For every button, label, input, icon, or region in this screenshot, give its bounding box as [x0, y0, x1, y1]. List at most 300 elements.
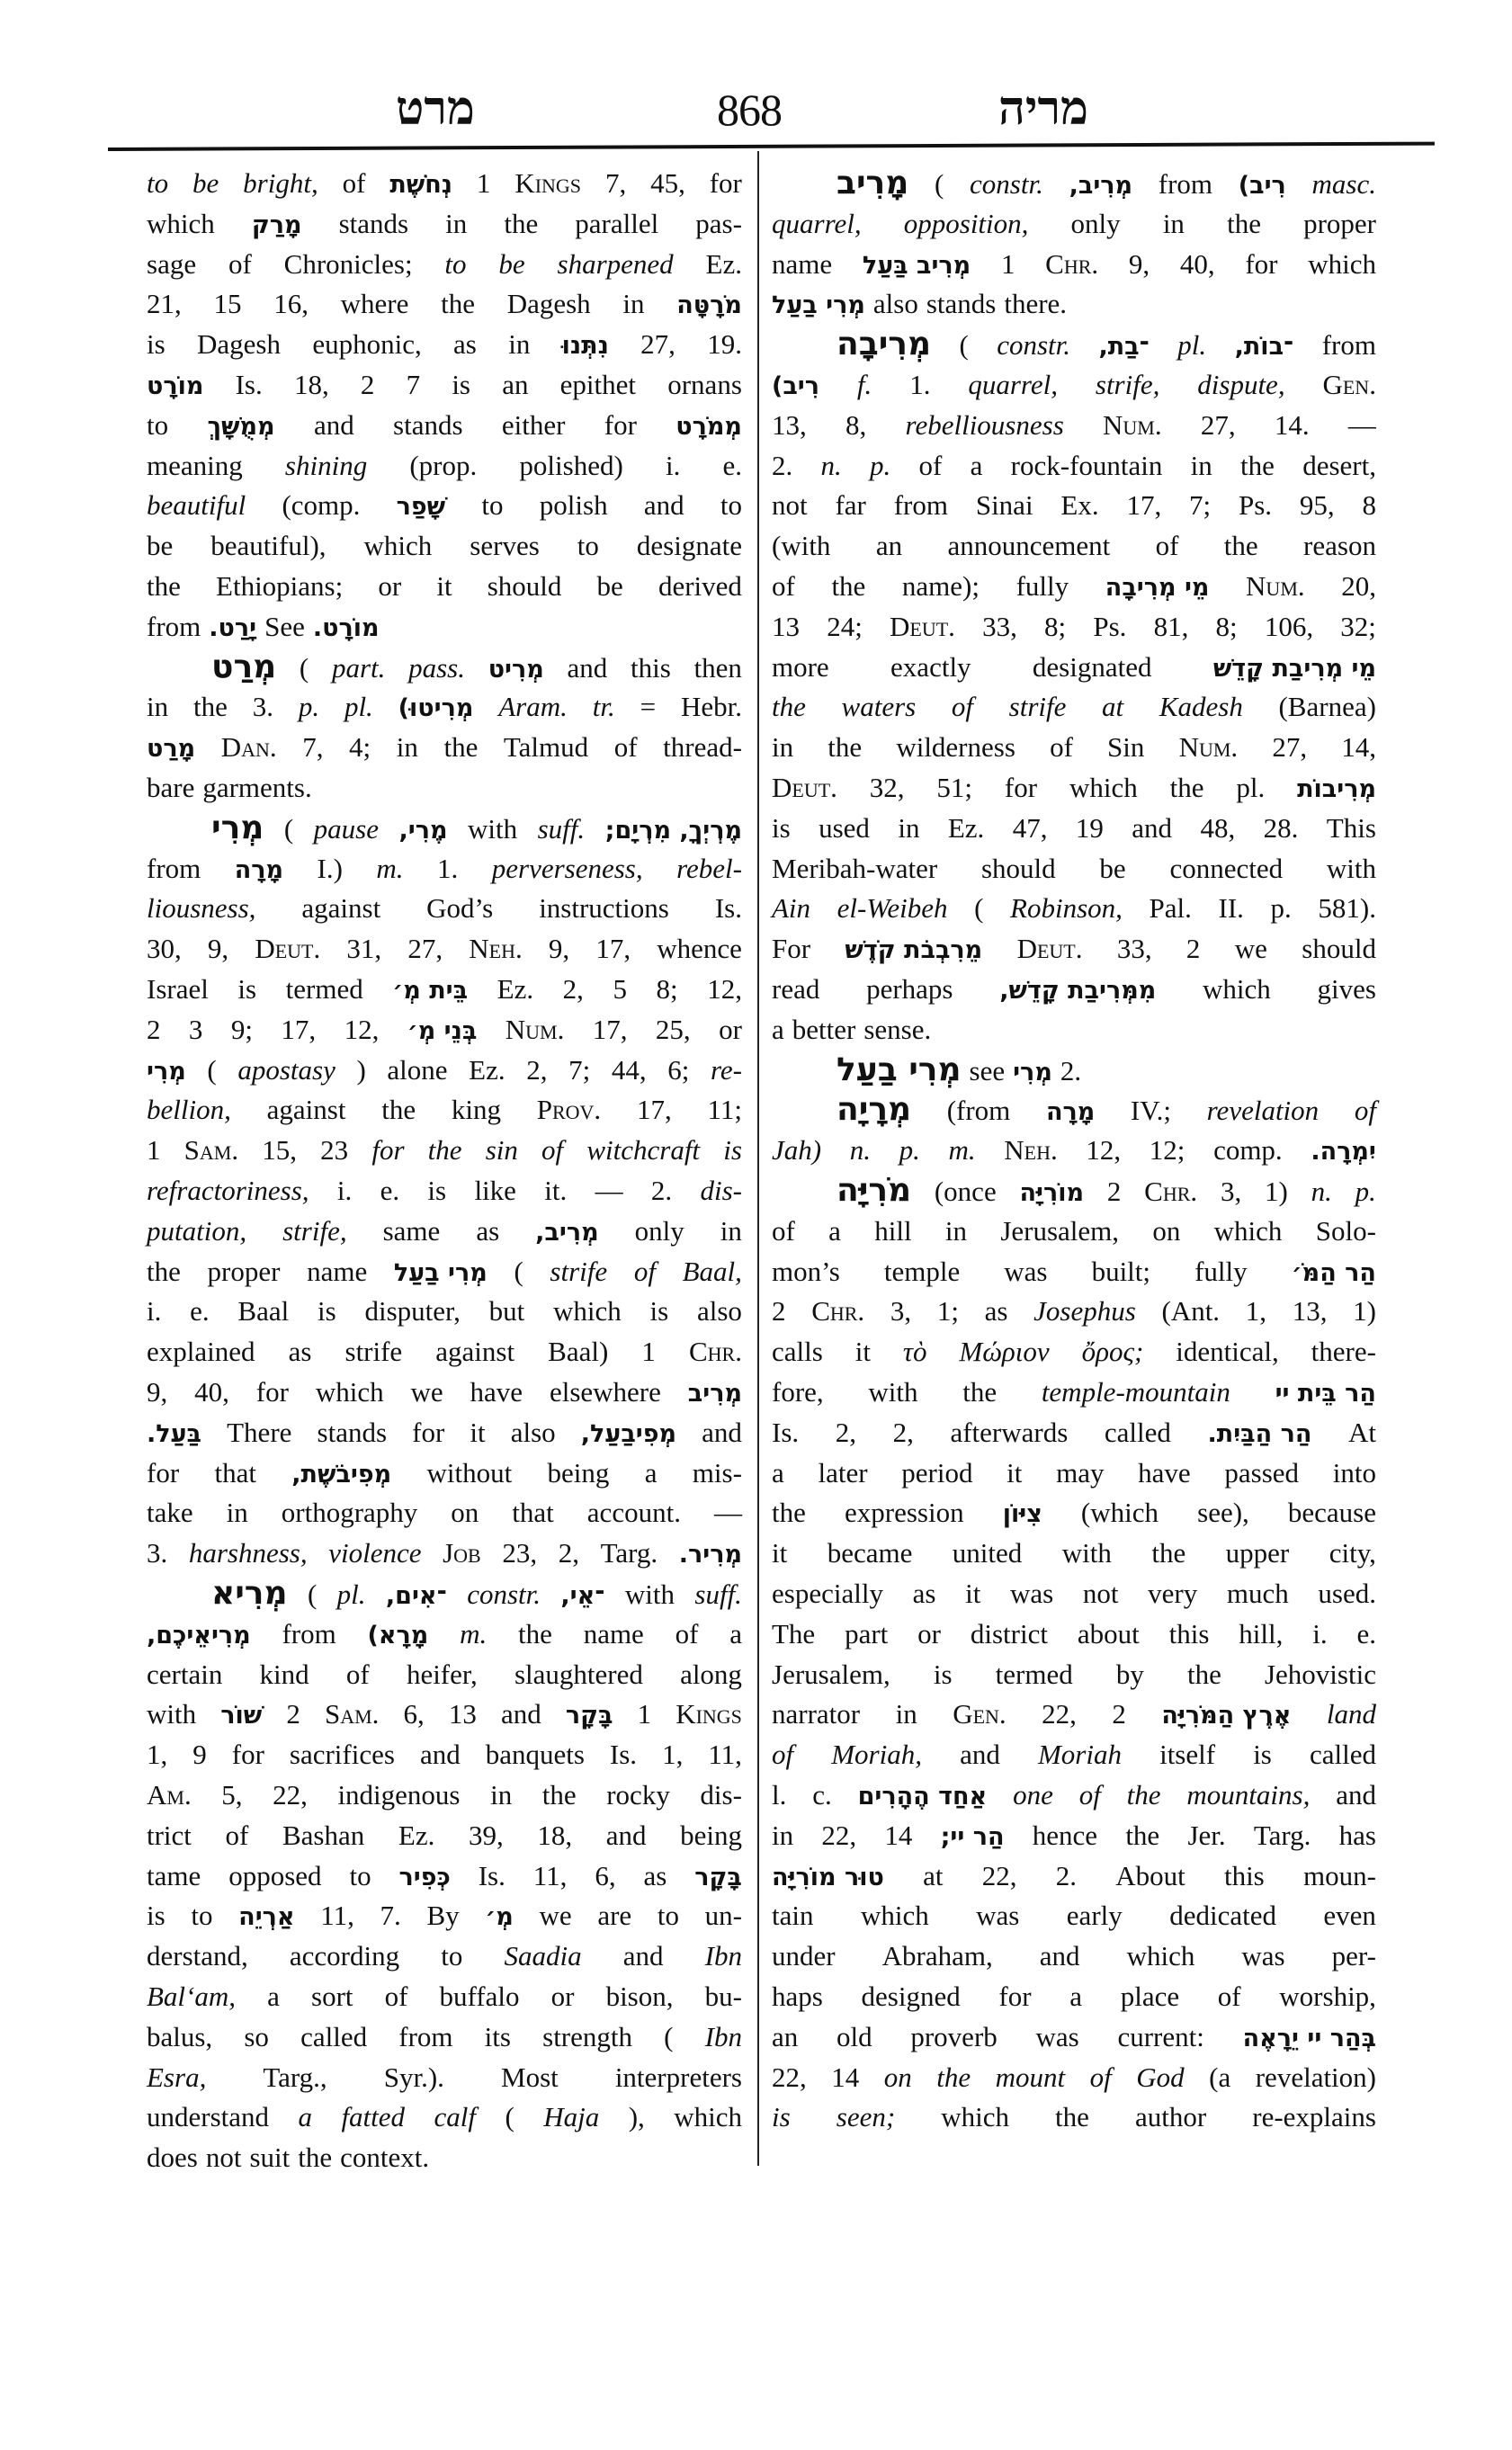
word: 3,: [1220, 1176, 1242, 1207]
word: be: [147, 530, 174, 562]
text-line: [772, 204, 1376, 244]
hebrew-word: מְרִיבוֹת: [1297, 775, 1376, 803]
word: against: [435, 1336, 515, 1368]
hebrew-word: מְרִיר.: [678, 1541, 742, 1569]
word: as: [476, 1214, 500, 1247]
word: i.: [1312, 1617, 1328, 1650]
word: also: [872, 288, 918, 320]
word: was: [1004, 1255, 1048, 1287]
word: which: [553, 1295, 622, 1328]
word: 1,: [662, 1739, 684, 1771]
text-line: [772, 1212, 1376, 1251]
word: there.: [1004, 288, 1068, 320]
word: (: [974, 892, 984, 925]
word: to: [147, 167, 169, 199]
word: the: [1227, 207, 1261, 239]
hebrew-word: מְרִיב,: [1069, 172, 1133, 200]
word: revelation): [1255, 2061, 1376, 2093]
text-line: [772, 889, 1376, 928]
word: violence: [328, 1537, 422, 1569]
headword: מָרִיב: [837, 165, 909, 201]
word: for: [147, 1456, 180, 1489]
word: which: [860, 1900, 929, 1932]
word: the: [147, 1255, 181, 1287]
word: for: [604, 408, 637, 441]
word: like: [474, 1175, 516, 1206]
word: and: [643, 489, 684, 522]
word: of: [225, 1819, 249, 1851]
word: desert,: [1302, 449, 1376, 481]
word: Targ.: [600, 1537, 658, 1569]
word: Ps.: [1239, 489, 1273, 522]
hebrew-word: בְּנֵי מְ׳: [407, 1016, 478, 1045]
word: is: [237, 973, 257, 1005]
word: (: [959, 329, 969, 362]
word: is: [318, 1295, 336, 1328]
hebrew-word: מִמְּרִיבַת קָדֵשׁ,: [999, 977, 1157, 1005]
word: current:: [1117, 2020, 1204, 2052]
text-line: [147, 849, 742, 889]
word: 2,: [558, 1537, 579, 1569]
word: Jerusalem,: [1000, 1214, 1120, 1247]
hebrew-word: ־אִים,: [385, 1582, 447, 1610]
word: on: [451, 1497, 479, 1529]
word: Most: [501, 2061, 559, 2093]
hebrew-word: שׁוֹר: [220, 1702, 263, 1730]
word: epithet: [559, 369, 637, 400]
word: About: [1115, 1859, 1185, 1891]
word: 16,: [273, 288, 309, 320]
text-line: [147, 2097, 742, 2137]
word: 14: [884, 1819, 913, 1851]
word: —: [1347, 408, 1376, 441]
text-line: [772, 1614, 1376, 1654]
word: to: [191, 1900, 213, 1932]
word: which: [1308, 247, 1376, 280]
word: Jah): [772, 1134, 822, 1167]
text-line: [772, 1453, 1376, 1493]
word: be: [498, 247, 525, 280]
text-line: [772, 1936, 1376, 1976]
text-line: [147, 1292, 742, 1331]
hebrew-word: מוֹרָט.: [312, 613, 380, 642]
hebrew-word: מְמֻשָּׁךְ: [207, 412, 275, 441]
hebrew-word: אַחַד הֶהָרִים: [857, 1783, 988, 1811]
word: so: [244, 2020, 269, 2052]
word: Ez.: [947, 811, 985, 844]
word: constr.: [997, 329, 1071, 362]
word: euphonic,: [312, 328, 422, 361]
word: comp.: [1213, 1134, 1283, 1167]
word: the: [381, 1094, 416, 1126]
word: for: [1245, 247, 1278, 280]
word: of: [1217, 1981, 1241, 2012]
word: at: [1102, 691, 1124, 723]
word: afterwards: [950, 1416, 1069, 1448]
word: about: [1077, 1617, 1140, 1650]
text-line: [147, 567, 742, 606]
word: 30,: [147, 933, 182, 965]
word: balus,: [147, 2020, 213, 2052]
word: temple: [883, 1255, 961, 1287]
text-line: [147, 1694, 742, 1734]
word: be: [596, 570, 623, 602]
word: dispute,: [1197, 369, 1285, 400]
word: 3: [188, 1013, 203, 1045]
text-line: [772, 1816, 1376, 1855]
hebrew-word: מְרִיב בַּעַל: [862, 251, 971, 280]
word: is: [147, 328, 166, 361]
word: Chr.: [688, 1336, 742, 1368]
hebrew-word: בְּהַר יי יֵרָאֶה: [1242, 2024, 1376, 2052]
word: 106,: [1264, 610, 1314, 642]
word: 7: [406, 369, 421, 400]
word: much: [1226, 1578, 1289, 1609]
word: termed: [285, 973, 363, 1005]
word: was: [1241, 1940, 1285, 1972]
text-line: [772, 486, 1376, 525]
word: putation,: [147, 1214, 247, 1247]
word: this: [1168, 1617, 1210, 1650]
word: name: [772, 247, 833, 280]
word: Ethiopians;: [216, 570, 344, 602]
hebrew-word: בֵּית מְ׳: [392, 977, 469, 1005]
word: 40,: [1179, 247, 1215, 280]
word: see),: [1197, 1497, 1249, 1529]
text-line: [147, 648, 742, 687]
word: have: [470, 1376, 523, 1408]
hebrew-word: מָרָה: [1045, 1098, 1096, 1127]
text-line: [147, 607, 742, 647]
word: 33,: [1116, 933, 1152, 965]
word: slaughtered: [514, 1658, 643, 1690]
word: the: [518, 1617, 552, 1650]
word: name);: [901, 570, 980, 602]
word: 6,: [403, 1698, 425, 1730]
word: stands: [317, 1416, 388, 1448]
word: 17,: [592, 1013, 628, 1045]
word: it.: [544, 1175, 568, 1206]
word: suff.: [694, 1578, 742, 1610]
running-head-left-catchword: מרט: [396, 84, 475, 135]
word: with: [868, 1376, 918, 1408]
word: ornans: [667, 369, 742, 400]
word: 27,: [640, 328, 675, 361]
word: and: [1132, 811, 1173, 844]
word: 9,: [207, 933, 229, 965]
word: may: [1056, 1456, 1105, 1489]
word: exactly: [890, 650, 971, 683]
word: the: [427, 1134, 462, 1167]
word: constr.: [970, 168, 1043, 200]
word: 2.: [772, 449, 793, 481]
word: of: [675, 1617, 699, 1650]
word: Gen.: [953, 1698, 1007, 1730]
word: opposition,: [903, 207, 1029, 239]
word: should: [1302, 933, 1376, 965]
word: Moriah,: [831, 1739, 922, 1771]
word: Sin: [1107, 731, 1145, 764]
word: 17,: [636, 1094, 672, 1126]
text-line: [147, 1533, 742, 1573]
word: the: [1223, 530, 1258, 562]
word: of: [345, 1658, 370, 1690]
word: apostasy: [237, 1053, 336, 1086]
column-divider: [757, 151, 759, 2166]
word: as: [984, 1295, 1008, 1328]
word: designate: [636, 530, 742, 562]
word: 12,: [344, 1013, 380, 1045]
word: un-: [704, 1900, 742, 1932]
word: became: [827, 1537, 913, 1569]
word: bright,: [243, 167, 318, 199]
word: the: [1125, 1819, 1160, 1851]
word: haps: [772, 1981, 823, 2012]
word: being: [547, 1456, 610, 1489]
word: it: [436, 570, 452, 602]
word: 7,: [604, 167, 627, 199]
word: a: [772, 1456, 784, 1489]
word: is: [427, 1175, 447, 1206]
word: Ex.: [1060, 489, 1099, 522]
word: e.: [722, 449, 742, 481]
word: mountains,: [1186, 1779, 1311, 1811]
word: and: [622, 1940, 664, 1972]
word: built;: [1091, 1255, 1151, 1287]
word: in: [622, 288, 645, 320]
word: Kings: [514, 167, 582, 199]
word: from: [893, 489, 948, 522]
text-line: [772, 1493, 1376, 1533]
hebrew-word: מָרָה: [234, 855, 284, 884]
headword: מְרִיא: [211, 1575, 288, 1612]
word: its: [484, 2020, 511, 2052]
word: Sam.: [183, 1134, 239, 1167]
word: that: [512, 1497, 554, 1529]
word: =: [640, 691, 657, 723]
word: 2,: [835, 1416, 856, 1448]
word: the: [1151, 1537, 1186, 1569]
word: one: [1013, 1779, 1053, 1811]
word: not: [205, 2142, 242, 2174]
word: quarrel,: [772, 207, 862, 239]
word: 7.: [380, 1900, 401, 1932]
word: 23,: [502, 1537, 538, 1569]
word: 14: [831, 2061, 860, 2093]
word: c.: [812, 1779, 832, 1811]
page-number: 868: [717, 85, 782, 135]
word: used: [819, 811, 870, 844]
word: Robinson,: [1010, 892, 1123, 925]
word: 18,: [293, 369, 329, 400]
word: is: [649, 1295, 669, 1328]
headword: מֹרִיָּה: [837, 1172, 912, 1209]
word: there-: [1311, 1336, 1376, 1368]
word: 4;: [349, 731, 371, 764]
word: or: [550, 1981, 575, 2012]
word: it: [470, 1416, 486, 1448]
text-line: [147, 284, 742, 324]
word: τὸ: [902, 1336, 927, 1368]
text-line: [147, 1735, 742, 1775]
word: Chr.: [1144, 1176, 1198, 1207]
word: Is.: [609, 1739, 638, 1771]
word: thread-: [663, 731, 742, 764]
word: and: [960, 1739, 1000, 1771]
word: and: [500, 1698, 541, 1730]
word: from: [147, 852, 201, 884]
word: bison,: [605, 1981, 674, 2012]
word: 2,: [892, 1416, 914, 1448]
word: see: [969, 1054, 1006, 1086]
text-line: [147, 1373, 742, 1412]
word: i.: [147, 1295, 162, 1328]
word: 9,: [1128, 247, 1150, 280]
word: the: [831, 570, 866, 602]
text-line: [772, 1413, 1376, 1453]
word: rebelliousness: [905, 408, 1064, 441]
word: Neh.: [469, 933, 523, 965]
word: should: [487, 570, 562, 602]
word: 8;: [1215, 610, 1238, 642]
word: 6;: [667, 1053, 690, 1086]
word: 3.: [147, 1537, 168, 1569]
text-line: [772, 1775, 1376, 1815]
text-line: [772, 1051, 1376, 1090]
word: only: [1070, 207, 1121, 239]
word: 27,: [407, 933, 443, 965]
text-line: [147, 1977, 742, 2016]
word: 13: [772, 610, 800, 642]
word: rebel-: [676, 852, 742, 884]
word: elsewhere: [549, 1376, 661, 1408]
word: called: [300, 2020, 368, 2052]
text-line: [147, 164, 742, 203]
word: garments.: [202, 772, 312, 803]
word: 1.: [437, 852, 459, 884]
word: of: [613, 731, 638, 764]
word: termed: [995, 1658, 1073, 1690]
word: tr.: [592, 691, 615, 723]
hebrew-word: מוֹרָט: [147, 372, 204, 400]
word: Ibn: [704, 1940, 742, 1972]
word: (prop.: [409, 449, 478, 481]
word: in: [720, 1214, 742, 1247]
word: of: [541, 1134, 564, 1167]
text-line: [772, 1735, 1376, 1775]
word: Talmud: [503, 731, 589, 764]
word: temple-mountain: [1041, 1376, 1230, 1408]
word: be: [1099, 852, 1126, 884]
text-line: [147, 1252, 742, 1292]
word: pl.: [1236, 772, 1266, 803]
word: (once: [934, 1176, 997, 1207]
word: (a: [1209, 2061, 1231, 2093]
word: 9: [192, 1739, 207, 1771]
text-line: [772, 648, 1376, 687]
hebrew-word: מְמֹרָט: [675, 412, 742, 441]
word: with: [147, 1698, 197, 1730]
word: in: [944, 1214, 967, 1247]
hebrew-word: מְרִי: [147, 1057, 186, 1086]
word: called: [1309, 1739, 1376, 1771]
word: whence: [657, 933, 742, 965]
word: from: [398, 2020, 453, 2052]
word: for: [412, 1416, 445, 1448]
hebrew-word: מֵי מְרִיבָה: [1105, 574, 1210, 602]
word: better: [792, 1013, 856, 1045]
text-line: [772, 1533, 1376, 1573]
word: Ez.: [705, 247, 742, 280]
word: hill,: [1239, 1617, 1284, 1650]
word: fatted: [341, 2101, 406, 2133]
word: 31,: [346, 933, 382, 965]
word: (: [207, 1053, 217, 1086]
word: 22,: [1042, 1698, 1077, 1730]
word: 2,: [562, 973, 584, 1005]
word: By: [426, 1900, 460, 1932]
word: masc.: [1311, 168, 1376, 200]
word: 51;: [936, 772, 973, 803]
word: tame: [147, 1859, 201, 1891]
word: a: [267, 1981, 280, 2012]
text-line: [147, 809, 742, 848]
text-line: [147, 1816, 742, 1855]
word: also: [510, 1416, 556, 1448]
text-line: [772, 1373, 1376, 1412]
word: 13: [448, 1698, 477, 1730]
word: Sam.: [324, 1698, 380, 1730]
word: opposed: [228, 1859, 322, 1891]
word: Chr.: [1045, 247, 1099, 280]
hebrew-word: מֵי מְרִיבַת קָדֵשׁ: [1212, 654, 1376, 683]
text-line: [147, 325, 742, 364]
word: 1): [1265, 1176, 1288, 1207]
text-line: [772, 245, 1376, 284]
text-line: [147, 929, 742, 969]
text-line: [147, 1131, 742, 1170]
text-line: [147, 245, 742, 284]
word: n.: [820, 449, 842, 481]
word: where: [340, 288, 409, 320]
word: Gen.: [1322, 369, 1376, 400]
word: n.: [1311, 1176, 1332, 1207]
word: of: [1155, 530, 1179, 562]
word: does: [147, 2142, 198, 2174]
word: upper: [1225, 1537, 1290, 1569]
word: of: [918, 449, 943, 481]
word: identical,: [1176, 1336, 1279, 1368]
word: which: [674, 2101, 742, 2133]
word: the: [298, 2142, 333, 2174]
text-line: [147, 446, 742, 486]
word: 13,: [1292, 1295, 1328, 1328]
word: ): [356, 1053, 366, 1086]
word: Baal): [548, 1336, 609, 1368]
word: 32;: [1340, 610, 1376, 642]
word: certain: [147, 1658, 223, 1690]
word: to: [147, 408, 169, 441]
word: because: [1287, 1497, 1376, 1529]
word: a: [970, 449, 983, 481]
word: disputer,: [364, 1295, 461, 1328]
word: the: [962, 1376, 998, 1408]
word: derived: [658, 570, 742, 602]
hebrew-word: ־בוֹת,: [1234, 333, 1294, 362]
word: Pal.: [1149, 892, 1192, 925]
word: Chr.: [811, 1295, 865, 1328]
text-line: [147, 687, 742, 727]
